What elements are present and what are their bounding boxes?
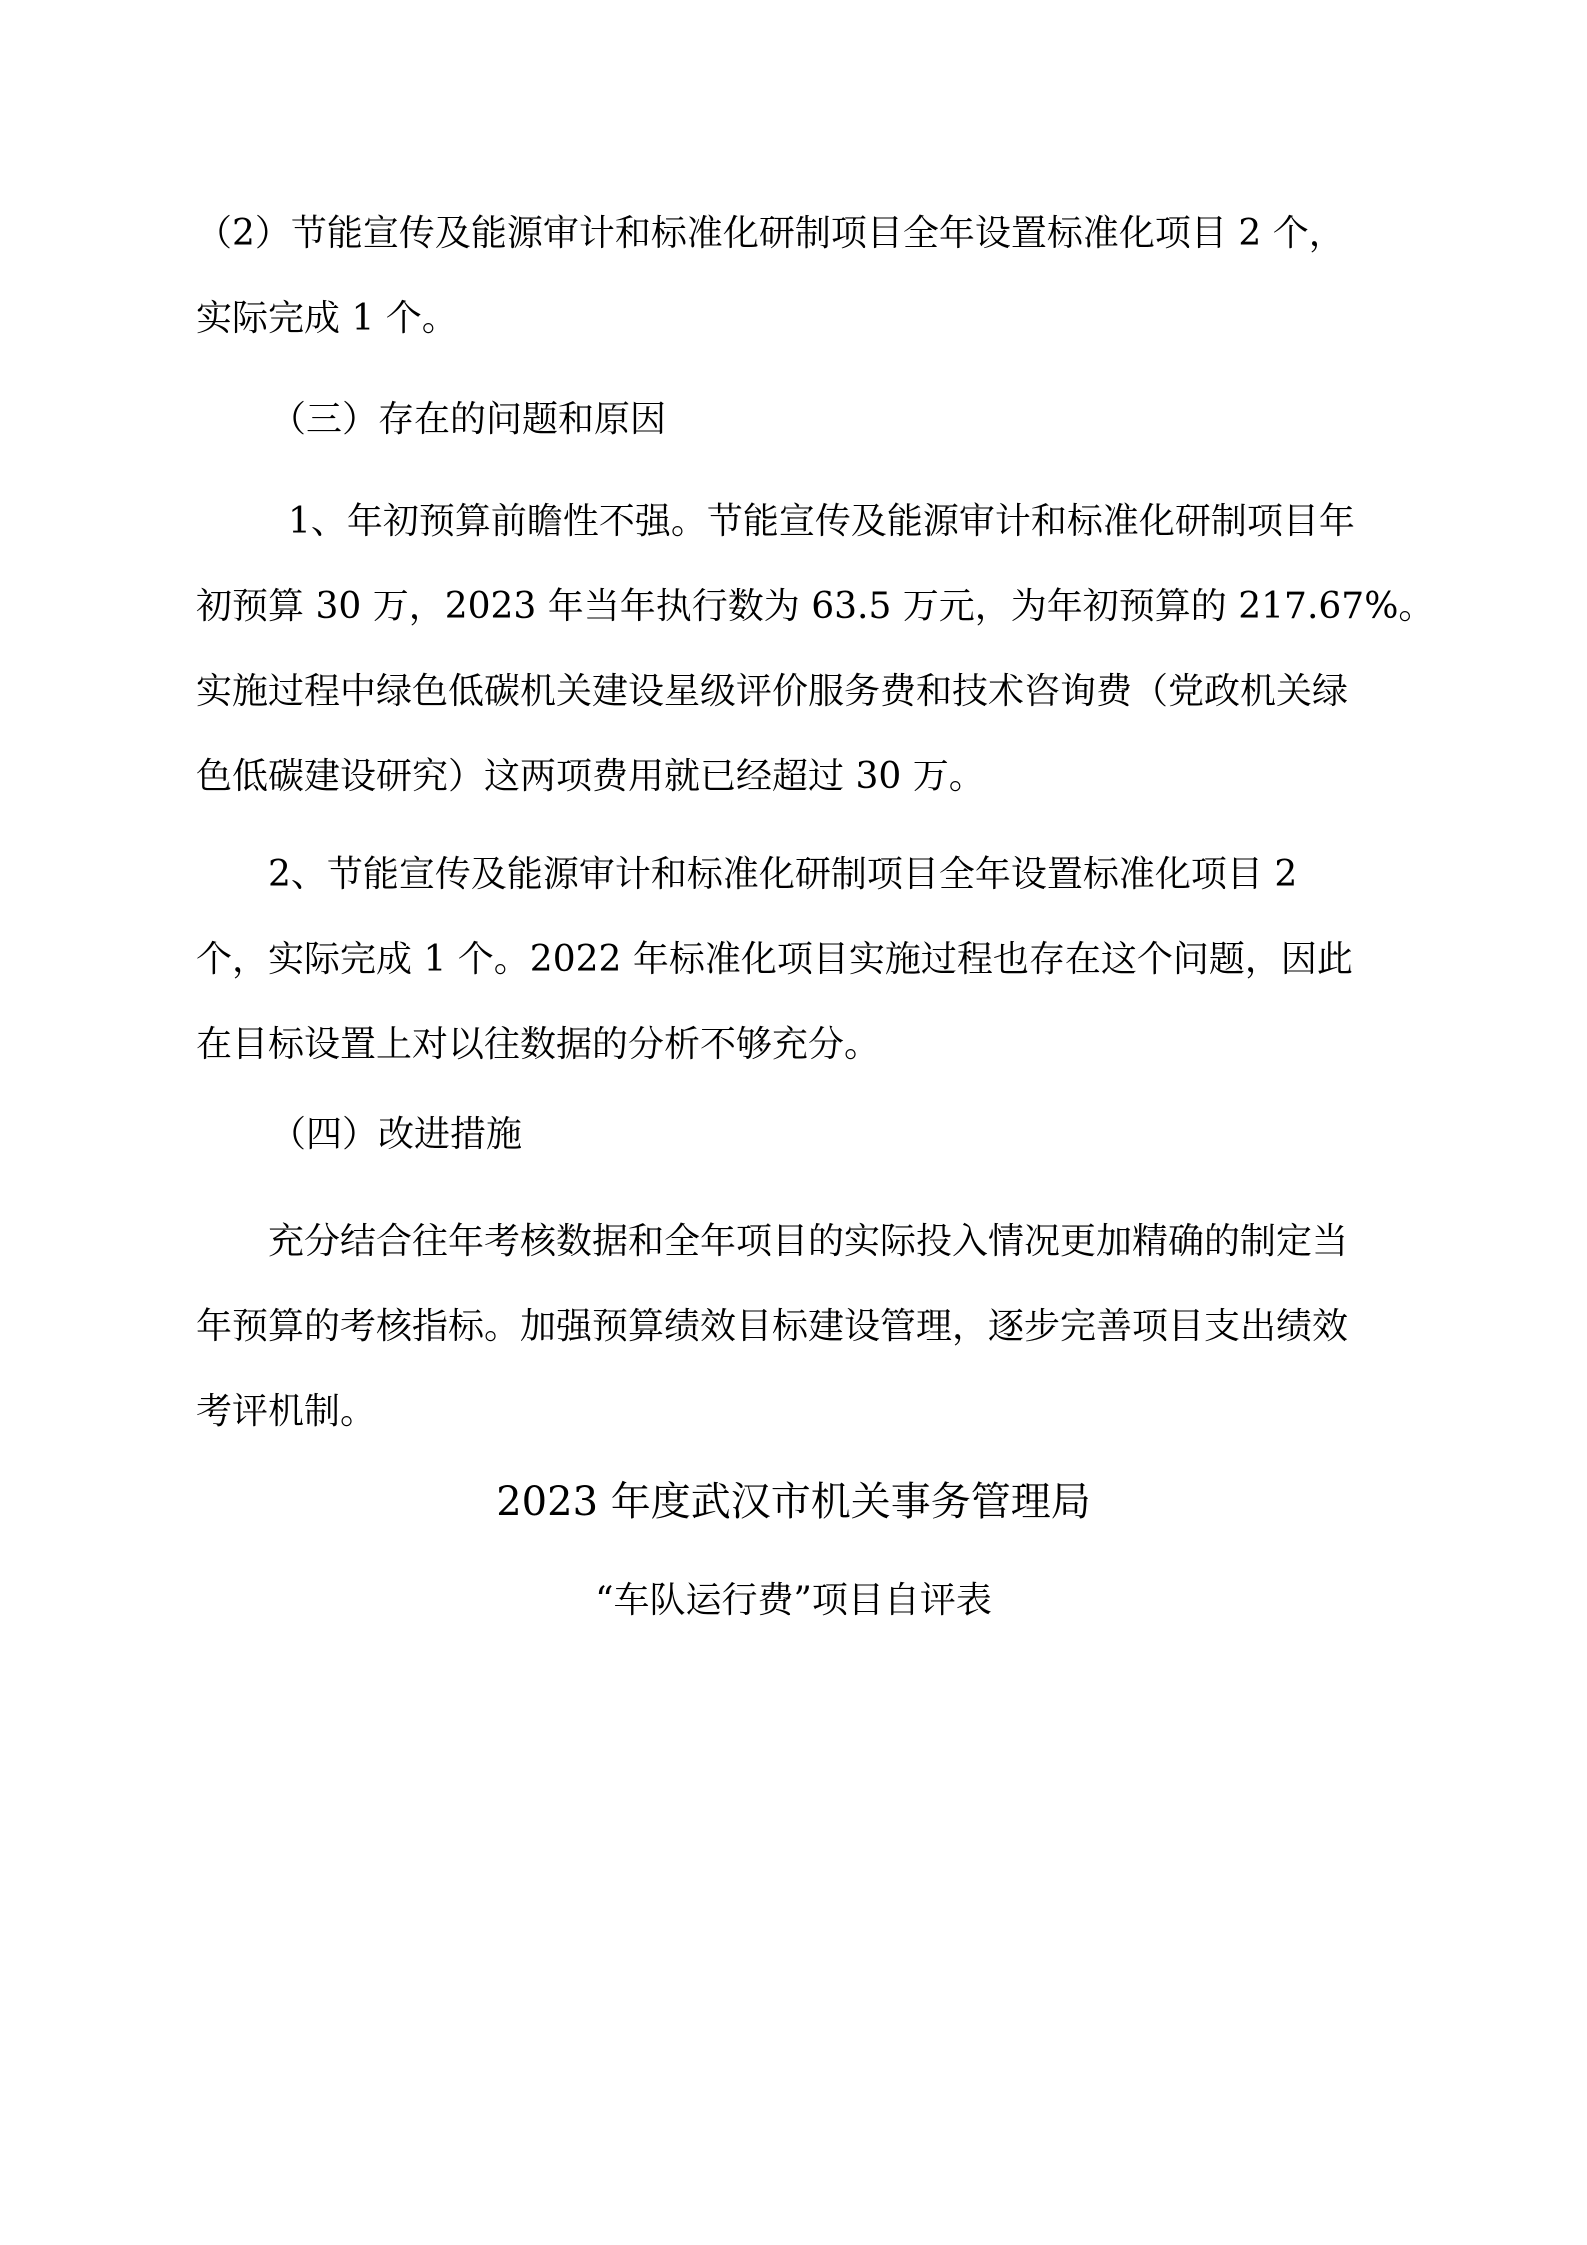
paragraph-line: 在目标设置上对以往数据的分析不够充分。 xyxy=(196,1024,881,1065)
paragraph-line: 考评机制。 xyxy=(196,1391,377,1432)
paragraph-line: 实施过程中绿色低碳机关建设星级评价服务费和技术咨询费（党政机关绿 xyxy=(196,671,1349,712)
paragraph-line: 年预算的考核指标。加强预算绩效目标建设管理，逐步完善项目支出绩效 xyxy=(196,1306,1349,1347)
paragraph-line: 充分结合往年考核数据和全年项目的实际投入情况更加精确的制定当 xyxy=(268,1221,1349,1262)
document-title: 2023 年度武汉市机关事务管理局 xyxy=(496,1479,1091,1525)
document-subtitle: “车队运行费”项目自评表 xyxy=(595,1580,992,1621)
paragraph-line: 初预算 30 万，2023 年当年执行数为 63.5 万元，为年初预算的 217.67%。 xyxy=(196,586,1435,627)
section-heading: （四）改进措施 xyxy=(270,1114,523,1155)
paragraph-line: 个，实际完成 1 个。2022 年标准化项目实施过程也存在这个问题，因此 xyxy=(196,939,1353,980)
section-heading: （三）存在的问题和原因 xyxy=(270,399,667,440)
paragraph-line: 1、年初预算前瞻性不强。节能宣传及能源审计和标准化研制项目年 xyxy=(288,501,1355,542)
paragraph-line: （2）节能宣传及能源审计和标准化研制项目全年设置标准化项目 2 个， xyxy=(196,213,1345,254)
paragraph-line: 2、节能宣传及能源审计和标准化研制项目全年设置标准化项目 2 xyxy=(268,854,1298,895)
paragraph-line: 色低碳建设研究）这两项费用就已经超过 30 万。 xyxy=(196,756,985,797)
paragraph-line: 实际完成 1 个。 xyxy=(196,298,458,339)
